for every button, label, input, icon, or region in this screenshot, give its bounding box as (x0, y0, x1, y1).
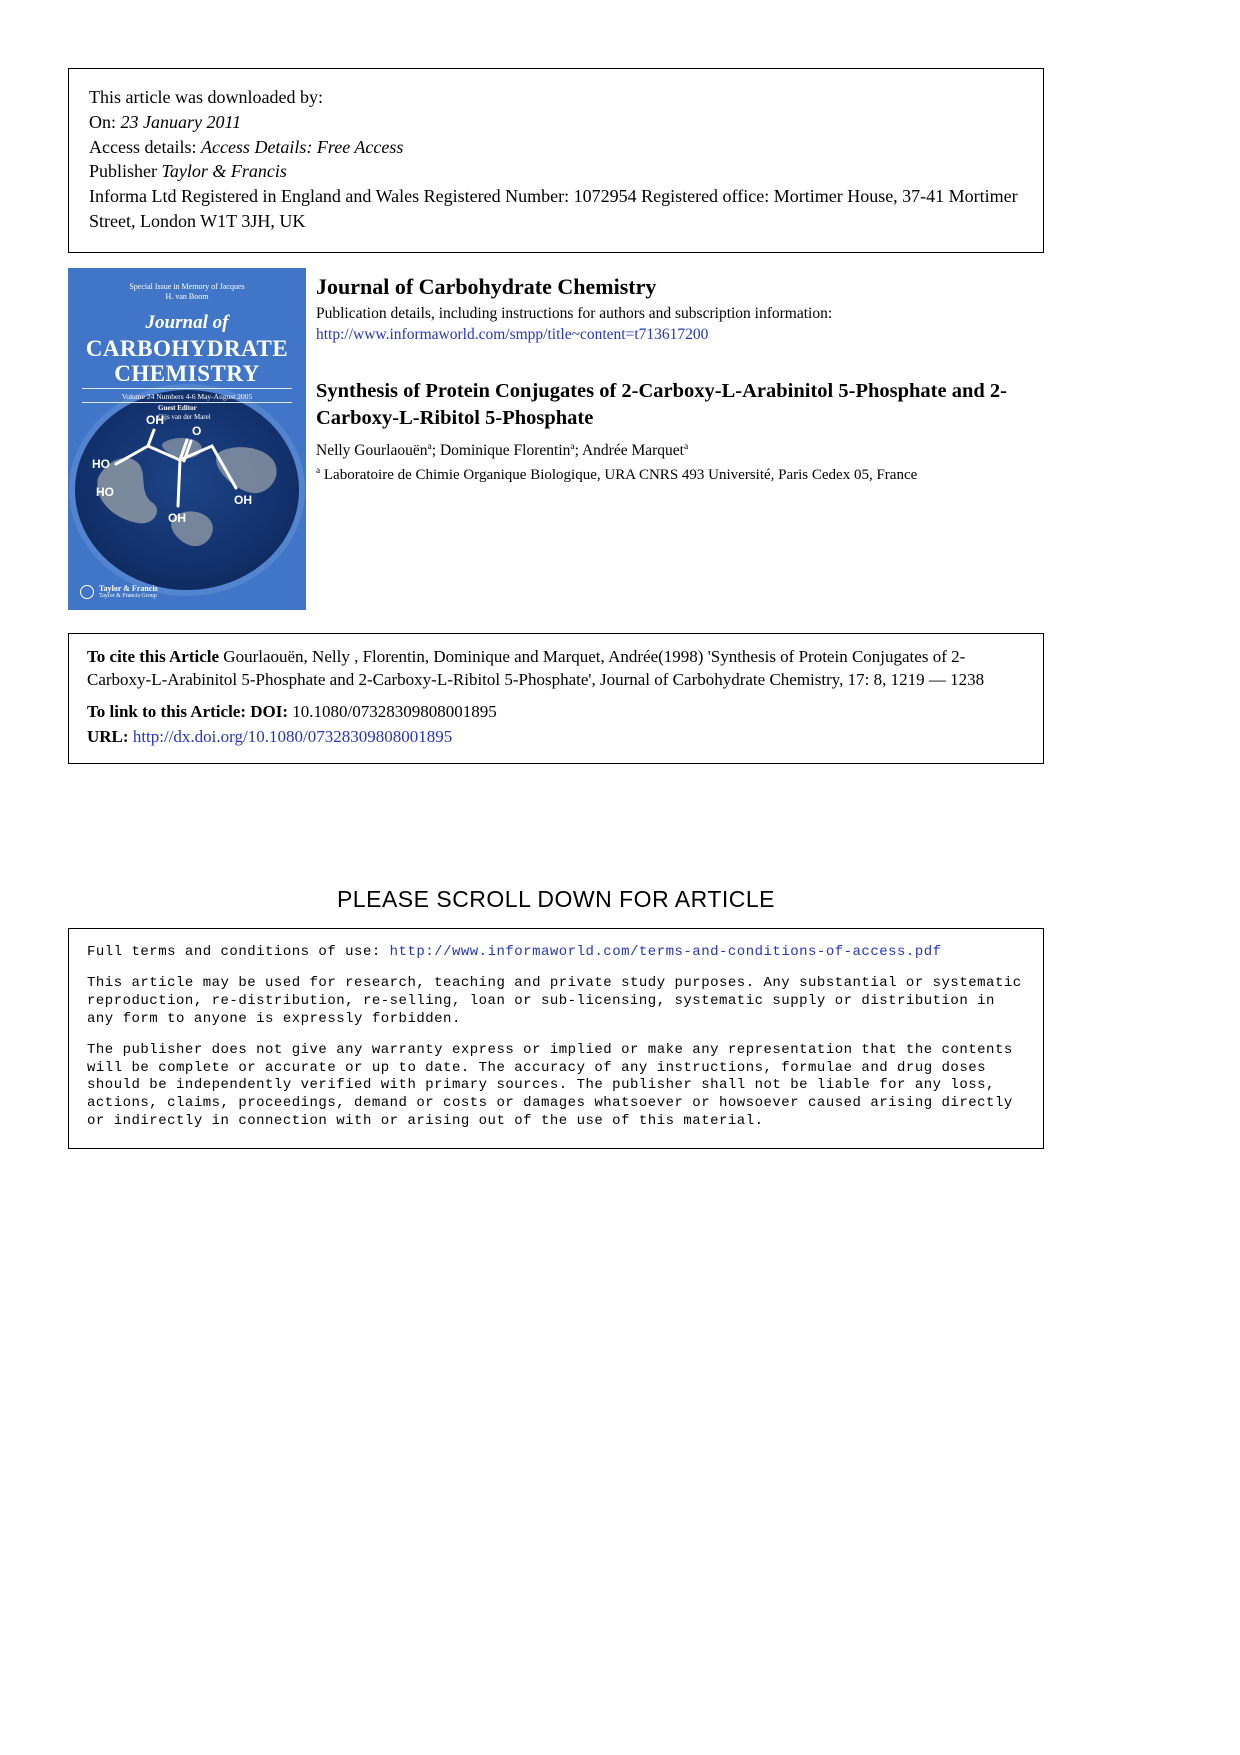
access-details-line (89, 135, 1023, 160)
doi-url-link[interactable]: http://dx.doi.org/10.1080/07328309808001895 (132, 726, 453, 746)
author-separator: ; (574, 442, 582, 460)
access-label: Access details: (89, 136, 197, 157)
citation-box (68, 633, 1044, 764)
publisher-label: Publisher (89, 161, 158, 182)
full-terms-label: Full terms and conditions of use: (87, 944, 381, 960)
cover-divider-top (82, 388, 292, 389)
terms-box (68, 928, 1044, 1149)
structure-label-o: O (192, 424, 202, 438)
structure-label-oh-top: OH (146, 413, 164, 427)
cover-volume-line: Volume 24 Numbers 4-6 May-August 2005 (121, 392, 253, 401)
scroll-down-notice: PLEASE SCROLL DOWN FOR ARTICLE (336, 886, 776, 912)
article-title: Synthesis of Protein Conjugates of 2-Carboxy-L-Arabinitol 5-Phosphate and 2-Carboxy-L-Ribitol 5-Phosphate (316, 380, 1007, 429)
on-label: On: (89, 111, 116, 132)
logo-text-sub: Taylor & Francis Group (99, 593, 157, 600)
downloaded-by-line: This article was downloaded by: (89, 87, 323, 107)
url-line (87, 726, 1025, 749)
cover-title-line2: CHEMISTRY (114, 361, 260, 386)
taylor-francis-logo (80, 585, 158, 600)
structure-label-ho-left: HO (92, 457, 110, 471)
doi-label: To link to this Article: DOI: (87, 701, 289, 721)
publisher-value: Taylor & Francis (161, 161, 287, 182)
doi-line (87, 701, 1025, 724)
author-3-mark: a (683, 441, 689, 453)
affiliation-mark: a (316, 465, 321, 476)
cover-special-issue: Special Issue in Memory of Jacques H. van Boom (129, 282, 245, 302)
logo-text-main: Taylor & Francis (99, 583, 158, 593)
taylor-francis-logo-icon (80, 585, 94, 599)
terms-url-link[interactable]: http://www.informaworld.com/terms-and-conditions-of-access.pdf (389, 944, 942, 960)
cover-divider-bottom (82, 402, 292, 403)
structure-label-oh-bottom: OH (168, 511, 186, 525)
cite-body: Gourlaouën, Nelly , Florentin, Dominique and Marquet, Andrée(1998) 'Synthesis of Protein Conjugates of 2-Carboxy-L-Arabinitol 5-Phosphate and 2-Carboxy-L-Ribitol 5-Phosphate', Journal of Carbohydrate Chemistry, 17: 8, 1219 — 1238 (87, 647, 985, 689)
cover-journal-of: Journal of (145, 312, 229, 333)
author-1: Nelly Gourlaouën (316, 442, 428, 460)
download-date-line (89, 110, 1023, 135)
publication-details: Publication details, including instructions for authors and subscription information: (316, 305, 833, 322)
affiliation-text: Laboratoire de Chimie Organique Biologique, URA CNRS 493 Université, Paris Cedex 05, France (323, 466, 918, 483)
cover-guest-editor-name: Gijs van der Marel (158, 413, 211, 421)
doi-value: 10.1080/07328309808001895 (292, 701, 497, 721)
cite-label: To cite this Article (87, 647, 220, 666)
cover-guest-editor-label: Guest Editor (158, 404, 197, 412)
cite-paragraph (87, 646, 1025, 692)
terms-paragraph-1: This article may be used for research, teaching and private study purposes. Any substantial or systematic reproduction, re-distribution, re-selling, loan or sub-licensing, systematic supply or distribution in any form to anyone is expressly forbidden. (87, 974, 1022, 1027)
on-value: 23 January 2011 (120, 111, 242, 132)
journal-info-column (316, 274, 1048, 484)
cover-title-line1: CARBOHYDRATE (85, 336, 289, 361)
access-value: Access Details: Free Access (200, 136, 404, 157)
journal-title: Journal of Carbohydrate Chemistry (316, 274, 657, 299)
journal-cover-image (68, 268, 306, 610)
author-2-mark: a (570, 441, 575, 453)
terms-paragraph-2: The publisher does not give any warranty express or implied or make any representation that the contents will be complete or accurate or up to date. The accuracy of any instructions, formulae and drug doses should be independently verified with primary sources. The publisher shall not be liable for any loss, actions, claims, proceedings, demand or costs or damages whatsoever or howsoever caused arising directly or indirectly in connection with or arising out of the use of this material. (87, 1041, 1013, 1130)
structure-label-ho-lower: HO (96, 485, 114, 499)
author-separator: ; (431, 442, 440, 460)
author-list (316, 441, 1048, 460)
structure-label-oh-right: OH (234, 493, 252, 507)
journal-url-link[interactable]: http://www.informaworld.com/smpp/title~content=t713617200 (316, 326, 709, 344)
url-label: URL: (87, 726, 129, 746)
author-2: Dominique Florentin (439, 442, 571, 460)
publisher-line (89, 159, 1023, 184)
author-3: Andrée Marquet (581, 442, 684, 460)
author-1-mark: a (427, 441, 432, 453)
affiliation-line (316, 466, 1048, 484)
registration-line: Informa Ltd Registered in England and Wales Registered Number: 1072954 Registered office: Mortimer House, 37-41 Mortimer Street, London W1T 3JH, UK (89, 186, 1018, 232)
download-notice-box (68, 68, 1044, 253)
full-terms-line (87, 944, 1025, 962)
